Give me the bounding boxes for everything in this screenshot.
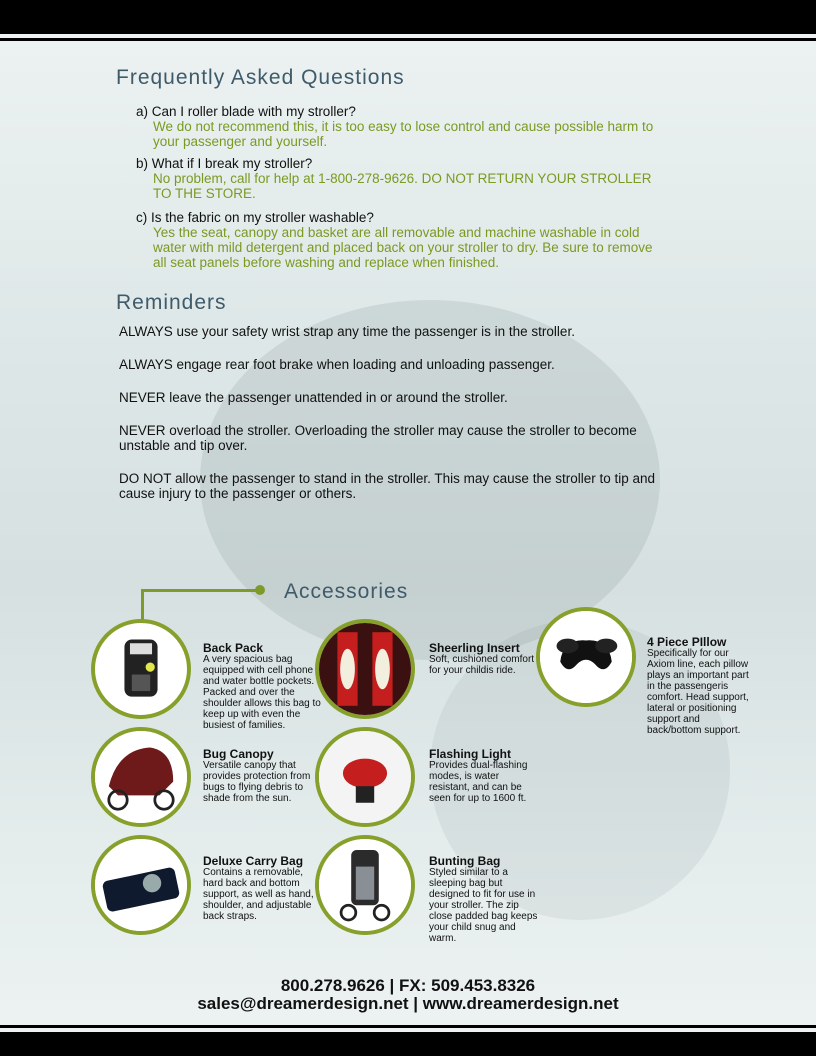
top-rule	[0, 38, 816, 41]
reminder-item: ALWAYS use your safety wrist strap any time the passenger is in the stroller.	[119, 324, 575, 339]
accessory-item	[203, 642, 321, 731]
flashing-light-photo	[315, 727, 415, 827]
faq-item	[136, 210, 656, 270]
reminder-item: NEVER leave the passenger unattended in or around the stroller.	[119, 390, 508, 405]
reminder-item: NEVER overload the stroller. Overloading the stroller may cause the stroller to become unstable and tip over.	[119, 423, 637, 453]
accessory-description: Provides dual-flashing modes, is water resistant, and can be seen for up to 1600 ft.	[429, 760, 528, 804]
reminder-item: ALWAYS engage rear foot brake when loading and unloading passenger.	[119, 357, 555, 372]
reminders-title: Reminders	[116, 291, 227, 314]
accessory-name: Back Pack	[203, 641, 264, 655]
pillow-photo	[536, 607, 636, 707]
faq-answer: Yes the seat, canopy and basket are all removable and machine washable in cold water with mild detergent and placed back on your stroller to dry. Be sure to remove all seat panels before washing and replace when finished.	[153, 225, 653, 270]
accessories-title: Accessories	[284, 580, 409, 603]
faq-answer: We do not recommend this, it is too easy to lose control and cause possible harm to your passenger and yourself.	[153, 119, 654, 149]
bottom-black-bar	[0, 1032, 816, 1056]
accessory-item	[429, 855, 539, 944]
bottom-rule	[0, 1025, 816, 1028]
accessory-name: Deluxe Carry Bag	[203, 854, 304, 868]
accessory-description: A very spacious bag equipped with cell phone and water bottle pockets. Packed and over the shoulder allows this bag to keep up with even the busiest of families.	[203, 654, 321, 731]
contact-web: sales@dreamerdesign.net | www.dreamerdesign.net	[197, 994, 619, 1013]
accessory-item	[647, 636, 757, 736]
contact-phone: 800.278.9626 | FX: 509.453.8326	[280, 976, 536, 995]
faq-title: Frequently Asked Questions	[116, 66, 405, 89]
carry-bag-photo	[91, 835, 191, 935]
accessory-description: Specifically for our Axiom line, each pillow plays an important part in the passengeris comfort. Head support, lateral or positioning support and back/bottom support.	[647, 648, 749, 736]
accessory-description: Soft, cushioned comfort for your childis ride.	[429, 654, 535, 676]
accessory-item	[429, 642, 539, 676]
accessory-name: 4 Piece PIllow	[647, 635, 727, 649]
accessories-connector-line	[141, 589, 258, 592]
accessory-name: Flashing Light	[429, 747, 511, 761]
reminder-item: DO NOT allow the passenger to stand in the stroller. This may cause the stroller to tip and cause injury to the passenger or others.	[119, 471, 656, 501]
sheerling-insert-photo	[315, 619, 415, 719]
accessory-description: Contains a removable, hard back and bottom support, as well as hand, shoulder, and adjustable back straps.	[203, 867, 314, 922]
accessory-item	[429, 748, 539, 804]
accessories-connector-dot	[255, 585, 265, 595]
accessory-name: Bug Canopy	[203, 747, 274, 761]
accessory-description: Versatile canopy that provides protection from bugs to flying debris to shade from the sun.	[203, 760, 311, 804]
accessory-name: Bunting Bag	[429, 854, 501, 868]
faq-question: b) What if I break my stroller?	[136, 156, 313, 171]
faq-item	[136, 104, 656, 149]
faq-answer: No problem, call for help at 1-800-278-9626. DO NOT RETURN YOUR STROLLER TO THE STORE.	[153, 171, 652, 201]
bug-canopy-photo	[91, 727, 191, 827]
accessory-description: Styled similar to a sleeping bag but designed to fit for use in your stroller. The zip close padded bag keeps your child snug and warm.	[429, 867, 538, 944]
top-black-bar	[0, 0, 816, 34]
bunting-bag-photo	[315, 835, 415, 935]
backpack-photo	[91, 619, 191, 719]
faq-question: c) Is the fabric on my stroller washable?	[136, 210, 374, 225]
accessory-item	[203, 855, 321, 922]
accessory-item	[203, 748, 321, 804]
faq-question: a) Can I roller blade with my stroller?	[136, 104, 356, 119]
accessory-name: Sheerling Insert	[429, 641, 520, 655]
accessories-connector-line	[141, 590, 144, 620]
faq-item	[136, 156, 656, 201]
